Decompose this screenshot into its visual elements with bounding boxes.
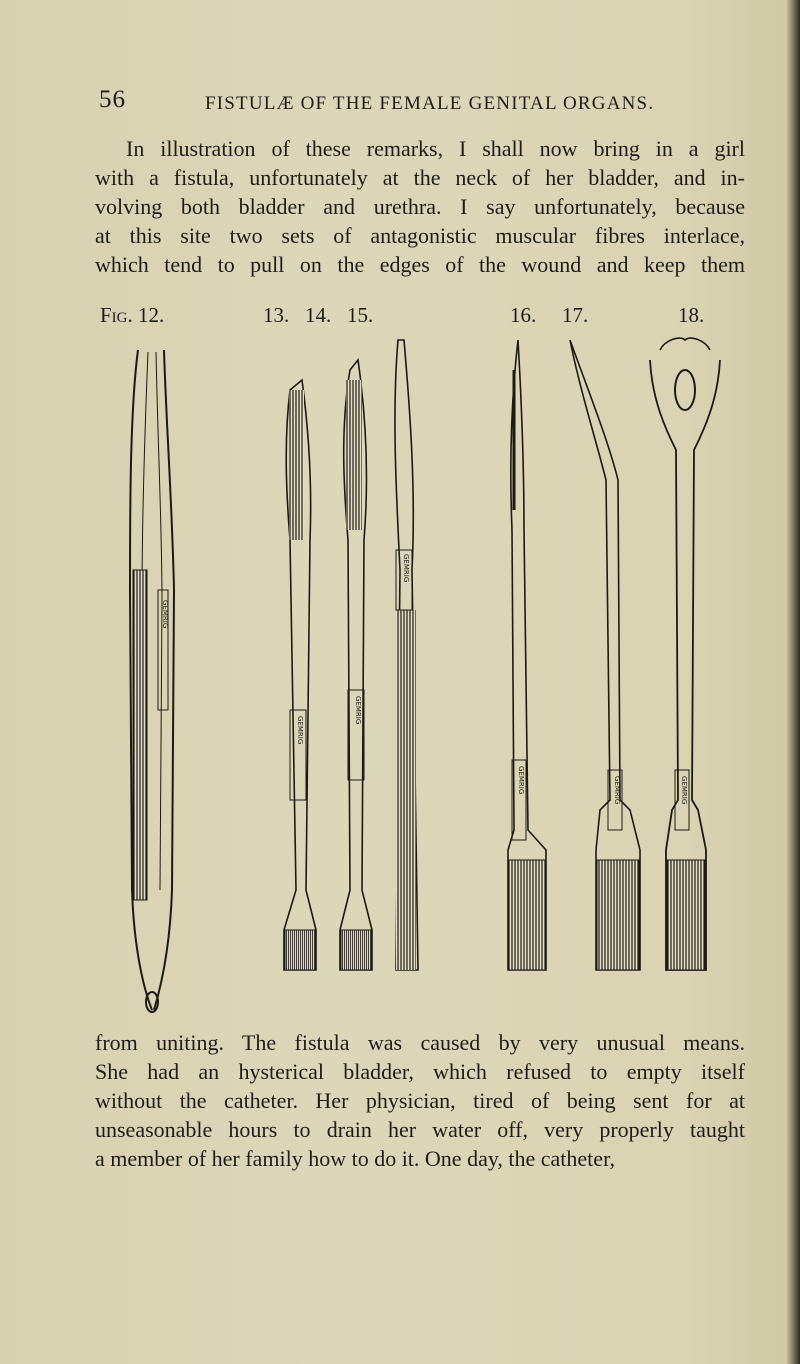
text-line: with a fistula, unfortunately at the neck of her bladder, and in- xyxy=(95,165,745,190)
figure-label-18: 18. xyxy=(678,303,705,327)
text-line: unseasonable hours to drain her water off, very properly taught xyxy=(95,1117,745,1142)
page-edge-shadow xyxy=(786,0,800,1364)
text-line: at this site two sets of antagonistic muscular fibres interlace, xyxy=(95,223,745,248)
figure-label-13: 13. xyxy=(263,303,290,327)
paragraph-bottom xyxy=(95,1028,745,1173)
text-line: In illustration of these remarks, I shall now bring in a girl xyxy=(126,136,745,161)
maker-mark: GEMRIG xyxy=(402,554,410,583)
maker-mark: GEMRIG xyxy=(517,766,525,795)
text-line: which tend to pull on the edges of the wound and keep them xyxy=(95,252,745,277)
instrument-fig-16 xyxy=(508,340,546,970)
paragraph-top xyxy=(95,134,745,279)
text-line: She had an hysterical bladder, which refused to empty itself xyxy=(95,1059,745,1084)
forceps-fig-12 xyxy=(130,350,174,1012)
figure-label-15: 15. xyxy=(347,303,374,327)
instruments-illustration xyxy=(100,330,740,1020)
maker-mark: GEMRIG xyxy=(354,696,362,725)
figure-label-12: Fig. 12. xyxy=(100,303,165,327)
text-line: volving both bladder and urethra. I say unfortunately, because xyxy=(95,194,745,219)
instrument-fig-14 xyxy=(340,360,372,970)
instrument-fig-17 xyxy=(570,340,640,970)
maker-mark: GEMRIG xyxy=(680,776,688,805)
page-header xyxy=(99,86,659,126)
text-line: a member of her family how to do it. One day, the catheter, xyxy=(95,1146,616,1171)
running-head: FISTULÆ OF THE FEMALE GENITAL ORGANS. xyxy=(205,93,655,114)
instrument-fig-18 xyxy=(650,338,720,970)
maker-mark: GEMRIG xyxy=(296,716,304,745)
instrument-fig-13 xyxy=(284,380,316,970)
figure-label-17: 17. xyxy=(562,303,589,327)
page-number: 56 xyxy=(99,86,126,113)
figure-label-14: 14. xyxy=(305,303,332,327)
instrument-fig-15 xyxy=(395,340,418,970)
text-line: from uniting. The fistula was caused by very unusual means. xyxy=(95,1030,745,1055)
maker-mark: GEMRIG xyxy=(161,600,169,629)
text-line: without the catheter. Her physician, tired of being sent for at xyxy=(95,1088,745,1113)
figure-label-16: 16. xyxy=(510,303,537,327)
maker-mark: GEMRIG xyxy=(613,776,621,805)
